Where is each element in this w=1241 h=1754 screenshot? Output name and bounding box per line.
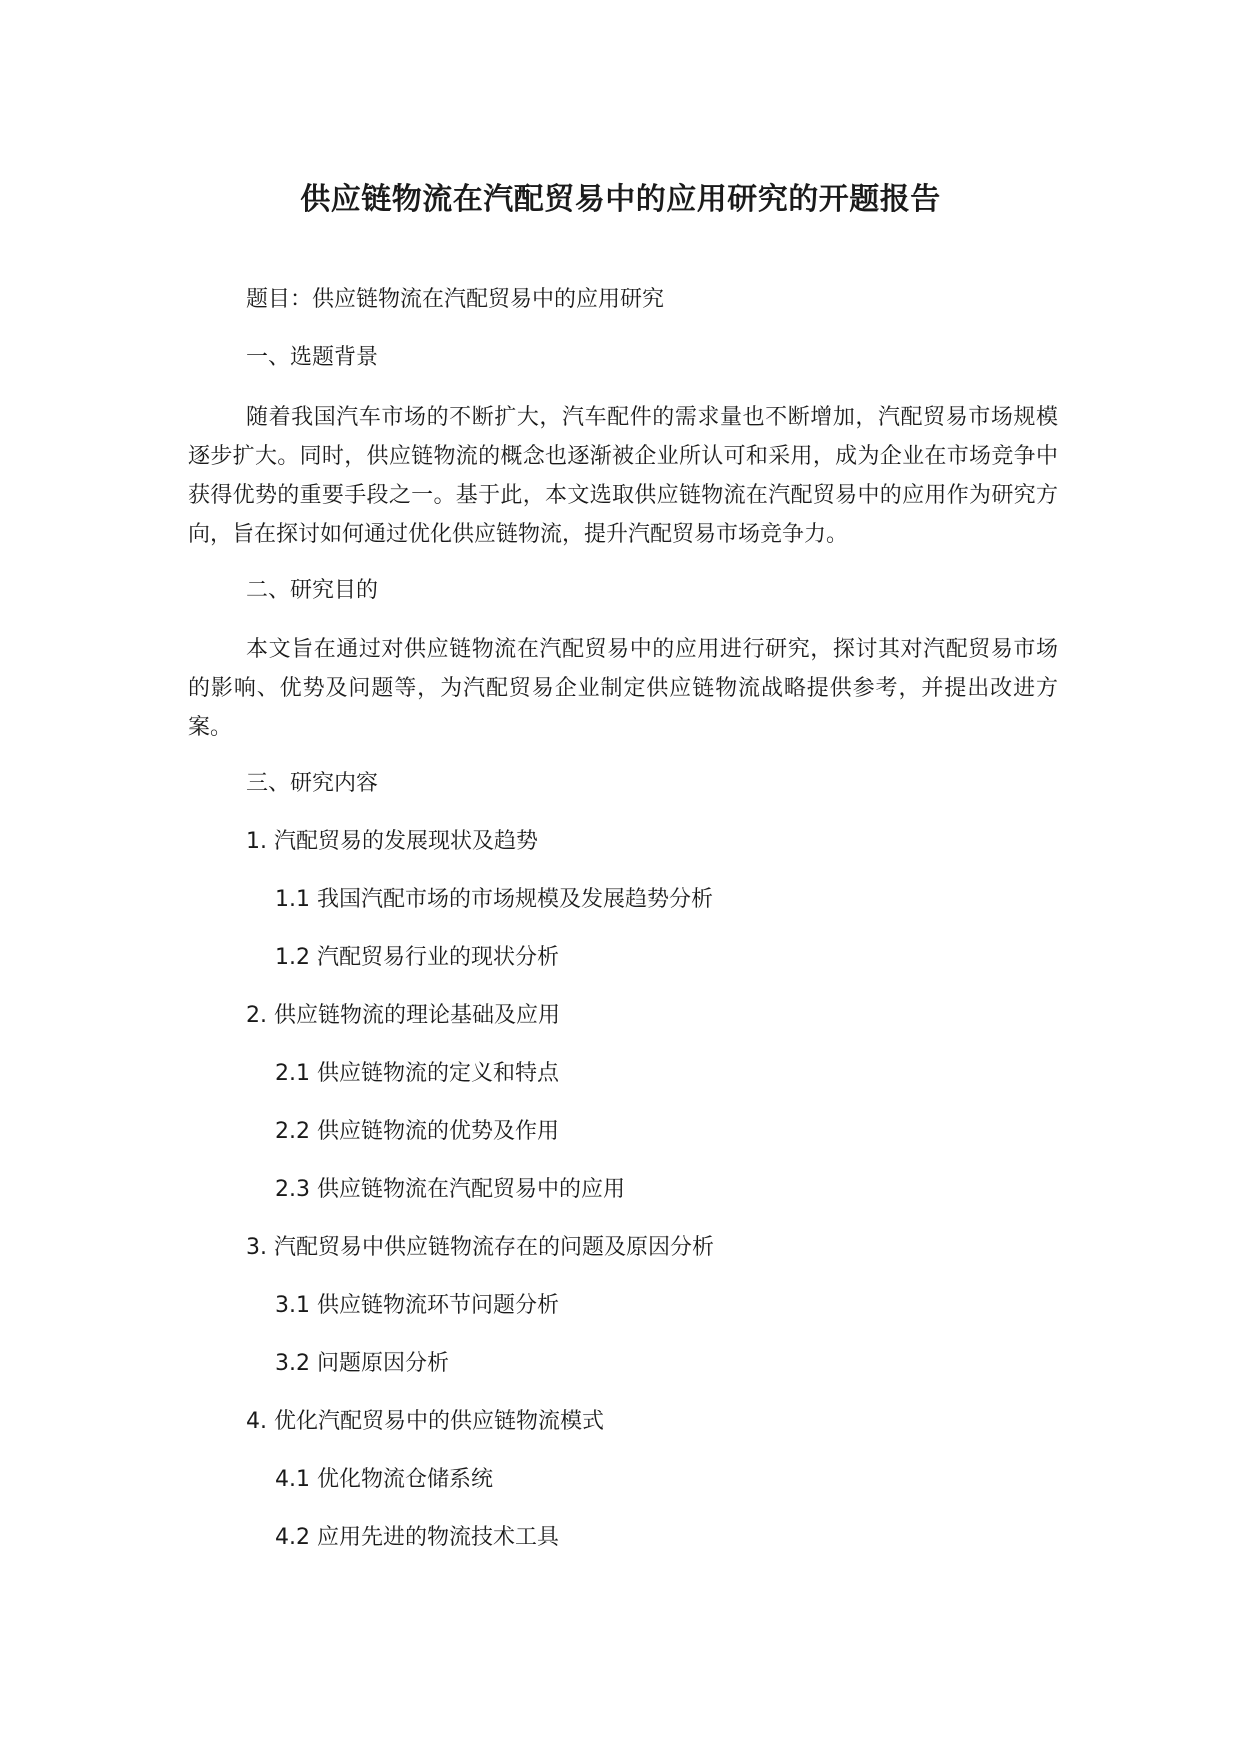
outline-item: 1. 汽配贸易的发展现状及趋势	[246, 829, 538, 854]
outline-subitem: 4.2 应用先进的物流技术工具	[275, 1525, 559, 1550]
paragraph-background: 随着我国汽车市场的不断扩大，汽车配件的需求量也不断增加，汽配贸易市场规模逐步扩大。同时，供应链物流的概念也逐渐被企业所认可和采用，成为企业在市场竞争中获得优势的重要手段之一。基于此，本文选取供应链物流在汽配贸易中的应用作为研究方向，旨在探讨如何通过优化供应链物流，提升汽配贸易市场竞争力。	[188, 405, 1058, 547]
section-heading-purpose: 二、研究目的	[246, 578, 379, 603]
section-heading-background: 一、选题背景	[246, 345, 379, 370]
document-title: 供应链物流在汽配贸易中的应用研究的开题报告	[300, 182, 941, 217]
outline-item: 2. 供应链物流的理论基础及应用	[246, 1003, 560, 1028]
outline-subitem: 2.3 供应链物流在汽配贸易中的应用	[275, 1177, 625, 1202]
outline-subitem: 3.1 供应链物流环节问题分析	[275, 1293, 559, 1318]
outline-item: 3. 汽配贸易中供应链物流存在的问题及原因分析	[246, 1235, 714, 1260]
paragraph-purpose: 本文旨在通过对供应链物流在汽配贸易中的应用进行研究，探讨其对汽配贸易市场的影响、优势及问题等，为汽配贸易企业制定供应链物流战略提供参考，并提出改进方案。	[188, 637, 1058, 740]
outline-item: 4. 优化汽配贸易中的供应链物流模式	[246, 1409, 604, 1434]
section-heading-content: 三、研究内容	[246, 771, 379, 796]
outline-subitem: 4.1 优化物流仓储系统	[275, 1467, 493, 1492]
outline-subitem: 1.2 汽配贸易行业的现状分析	[275, 945, 559, 970]
outline-subitem: 2.1 供应链物流的定义和特点	[275, 1061, 559, 1086]
topic-line: 题目：供应链物流在汽配贸易中的应用研究	[246, 287, 665, 312]
outline-subitem: 3.2 问题原因分析	[275, 1351, 449, 1376]
outline-subitem: 1.1 我国汽配市场的市场规模及发展趋势分析	[275, 887, 713, 912]
outline-subitem: 2.2 供应链物流的优势及作用	[275, 1119, 559, 1144]
